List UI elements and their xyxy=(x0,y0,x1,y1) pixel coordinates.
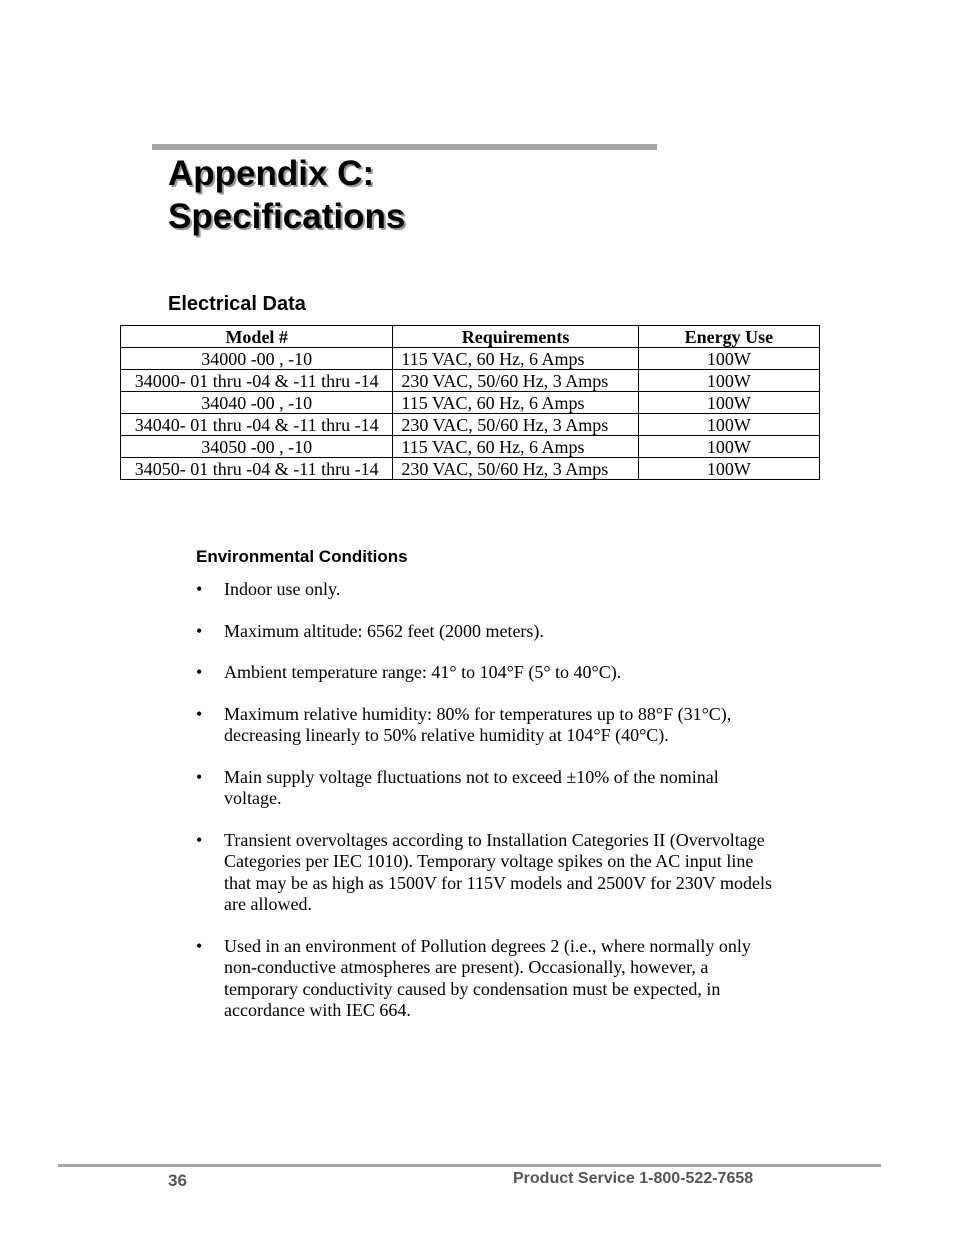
list-item xyxy=(196,830,776,916)
table-row xyxy=(121,436,820,458)
table-row xyxy=(121,348,820,370)
bullet-icon: • xyxy=(196,935,203,956)
condition-text: Ambient temperature range: 41° to 104°F (5° to 40°C). xyxy=(224,662,622,682)
column-header-energy-use: Energy Use xyxy=(638,326,819,348)
bullet-icon: • xyxy=(196,703,203,724)
condition-text: Maximum relative humidity: 80% for temperatures up to 88°F (31°C), decreasing linearly to 50% relative humidity at 104°F (40°C). xyxy=(224,703,732,745)
table-row xyxy=(121,370,820,392)
bullet-icon: • xyxy=(196,620,203,641)
condition-text: Transient overvoltages according to Installation Categories II (Overvoltage Categories per IEC 1010). Temporary voltage spikes on the AC input line that may be as high as 1500V for 115V models and 2500V for 230V models are allowed. xyxy=(224,829,772,914)
environmental-conditions-heading: Environmental Conditions xyxy=(196,547,408,566)
model-cell: 34050 -00 , -10 xyxy=(121,436,393,458)
list-item xyxy=(196,579,776,601)
requirements-cell: 115 VAC, 60 Hz, 6 Amps xyxy=(393,348,638,370)
column-header-requirements: Requirements xyxy=(393,326,638,348)
requirements-cell: 115 VAC, 60 Hz, 6 Amps xyxy=(393,392,638,414)
bullet-icon: • xyxy=(196,766,203,787)
table-row xyxy=(121,414,820,436)
environmental-conditions-list xyxy=(196,579,776,1042)
footer-rule xyxy=(58,1164,881,1167)
list-item xyxy=(196,936,776,1022)
condition-text: Used in an environment of Pollution degrees 2 (i.e., where normally only non-conductive atmospheres are present). Occasionally, however, a temporary conductivity caused by condensation must be expected, in accordance with IEC 664. xyxy=(224,935,751,1020)
product-service-phone: Product Service 1-800-522-7658 xyxy=(513,1170,754,1187)
table-header-row xyxy=(121,326,820,348)
requirements-cell: 230 VAC, 50/60 Hz, 3 Amps xyxy=(393,370,638,392)
energy-use-cell: 100W xyxy=(638,370,819,392)
bullet-icon: • xyxy=(196,829,203,850)
page-title xyxy=(168,152,405,238)
energy-use-cell: 100W xyxy=(638,392,819,414)
list-item xyxy=(196,621,776,643)
model-cell: 34040 -00 , -10 xyxy=(121,392,393,414)
electrical-data-heading: Electrical Data xyxy=(168,293,306,315)
table-row xyxy=(121,458,820,480)
energy-use-cell: 100W xyxy=(638,414,819,436)
bullet-icon: • xyxy=(196,579,203,599)
table-row xyxy=(121,392,820,414)
list-item xyxy=(196,662,776,684)
condition-text: Main supply voltage fluctuations not to exceed ±10% of the nominal voltage. xyxy=(224,766,719,808)
requirements-cell: 230 VAC, 50/60 Hz, 3 Amps xyxy=(393,414,638,436)
model-cell: 34040- 01 thru -04 & -11 thru -14 xyxy=(121,414,393,436)
electrical-data-table xyxy=(120,325,820,480)
page-number: 36 xyxy=(168,1171,187,1190)
list-item xyxy=(196,704,776,747)
model-cell: 34050- 01 thru -04 & -11 thru -14 xyxy=(121,458,393,480)
title-rule xyxy=(152,144,657,150)
title-line-1: Appendix C: xyxy=(168,154,375,193)
condition-text: Maximum altitude: 6562 feet (2000 meters). xyxy=(224,620,544,641)
model-cell: 34000- 01 thru -04 & -11 thru -14 xyxy=(121,370,393,392)
bullet-icon: • xyxy=(196,662,203,682)
title-line-2: Specifications xyxy=(168,197,406,236)
condition-text: Indoor use only. xyxy=(224,579,341,599)
energy-use-cell: 100W xyxy=(638,436,819,458)
column-header-model: Model # xyxy=(121,326,393,348)
requirements-cell: 230 VAC, 50/60 Hz, 3 Amps xyxy=(393,458,638,480)
model-cell: 34000 -00 , -10 xyxy=(121,348,393,370)
energy-use-cell: 100W xyxy=(638,348,819,370)
list-item xyxy=(196,767,776,810)
requirements-cell: 115 VAC, 60 Hz, 6 Amps xyxy=(393,436,638,458)
energy-use-cell: 100W xyxy=(638,458,819,480)
